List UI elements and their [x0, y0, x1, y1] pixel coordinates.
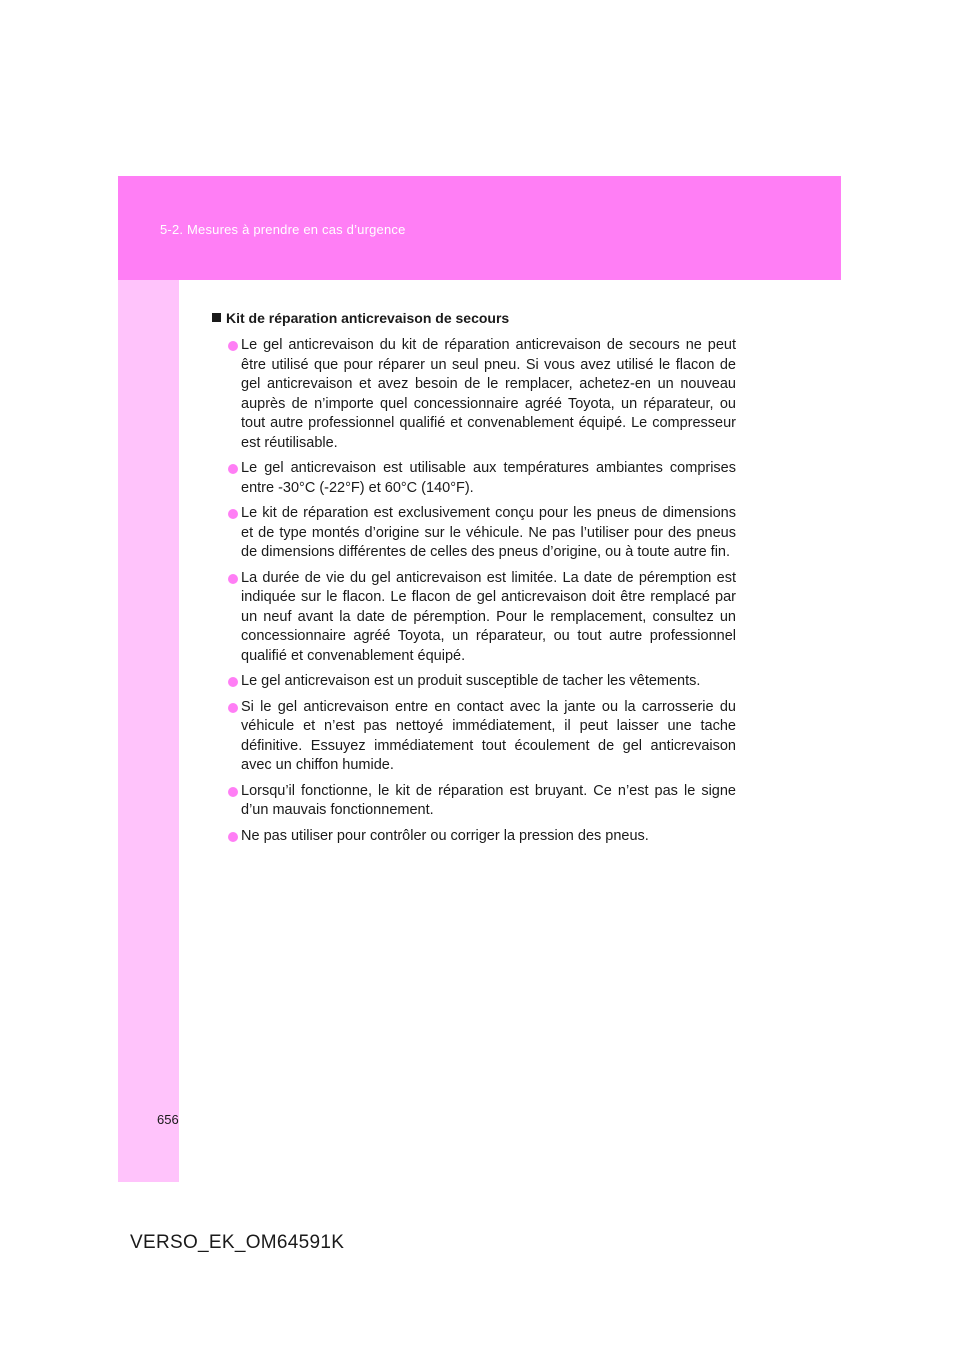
dot-icon — [228, 509, 238, 519]
dot-icon — [228, 574, 238, 584]
list-item — [212, 672, 736, 692]
dot-icon — [228, 341, 238, 351]
section-heading — [212, 308, 736, 328]
list-item-text: Le kit de réparation est exclusivement conçu pour les pneus de dimensions et de type montés d’origine sur le véhicule. Ne pas l’utiliser pour des pneus de dimensions différentes de celles des pneus d’origine, ou à toute autre fin. — [241, 505, 736, 560]
list-item — [212, 504, 736, 563]
list-item — [212, 827, 736, 847]
dot-icon — [228, 703, 238, 713]
list-item-text: Lorsqu’il fonctionne, le kit de réparation est bruyant. Ce n’est pas le signe d’un mauvais fonctionnement. — [241, 782, 736, 818]
bullet-list — [212, 336, 736, 846]
list-item — [212, 336, 736, 453]
page-content — [212, 308, 736, 852]
list-item-text: Si le gel anticrevaison entre en contact avec la jante ou la carrosserie du véhicule et n’est pas nettoyé immédiatement, il peut laisser une tache définitive. Essuyez immédiatement tout écoulement de gel anticrevaison avec un chiffon humide. — [241, 698, 736, 773]
list-item — [212, 782, 736, 821]
list-item-text: Ne pas utiliser pour contrôler ou corriger la pression des pneus. — [241, 827, 649, 844]
page-number: 656 — [157, 1112, 179, 1127]
square-icon — [212, 313, 221, 322]
dot-icon — [228, 677, 238, 687]
list-item-text: Le gel anticrevaison est utilisable aux températures ambiantes comprises entre -30°C (-22°F) et 60°C (140°F). — [241, 460, 736, 496]
dot-icon — [228, 832, 238, 842]
breadcrumb: 5-2. Mesures à prendre en cas d’urgence — [160, 222, 406, 237]
dot-icon — [228, 787, 238, 797]
dot-icon — [228, 464, 238, 474]
list-item — [212, 698, 736, 776]
list-item-text: Le gel anticrevaison du kit de réparation anticrevaison de secours ne peut être utilisé que pour réparer un seul pneu. Si vous avez utilisé le flacon de gel anticrevaison et avez besoin de le remplacer, achetez-en un nouveau auprès de n’importe quel concessionnaire agréé Toyota, un réparateur, ou tout autre professionnel qualifié et convenablement équipé. Le compresseur est réutilisable. — [241, 337, 736, 451]
list-item-text: Le gel anticrevaison est un produit susceptible de tacher les vêtements. — [241, 673, 701, 689]
section-heading-text: Kit de réparation anticrevaison de secours — [226, 310, 510, 326]
list-item — [212, 459, 736, 498]
side-band — [118, 280, 179, 1182]
document-id: VERSO_EK_OM64591K — [130, 1232, 345, 1253]
list-item — [212, 569, 736, 667]
list-item-text: La durée de vie du gel anticrevaison est limitée. La date de péremption est indiquée sur le flacon. Le flacon de gel anticrevaison doit être remplacé par un neuf avant la date de péremption. Pour le remplacement, consultez un concessionnaire agréé Toyota, un réparateur, ou tout autre professionnel qualifié et convenablement équipé. — [241, 569, 736, 664]
